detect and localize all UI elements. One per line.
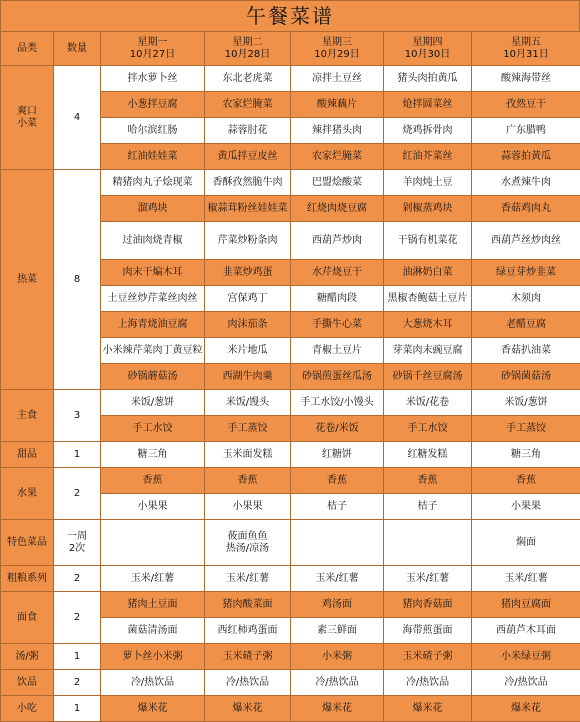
count-cell: 1 [54,442,101,468]
dish-cell: 米饭/葱饼 [101,390,205,416]
dish-cell: 红糖发糕 [384,442,472,468]
dish-cell: 莜面鱼鱼 热汤/凉汤 [205,520,291,566]
dish-cell: 韭菜炒鸡蛋 [205,260,291,286]
dish-cell: 手工蒸饺 [472,416,580,442]
day-header [384,32,472,66]
table-row [1,520,580,566]
dish-cell: 冷/热饮品 [384,670,472,696]
dish-cell: 桔子 [291,494,384,520]
dish-cell: 爆米花 [291,696,384,722]
dish-cell: 猪头肉拍黄瓜 [384,66,472,92]
dish-cell: 椒蒜茸粉丝娃娃菜 [205,196,291,222]
table-row [1,696,580,722]
dish-cell: 芽菜肉末豌豆腐 [384,338,472,364]
dish-cell: 拌水萝卜丝 [101,66,205,92]
day-name: 星期五 [472,37,580,49]
day-date: 10月29日 [291,49,383,61]
dish-cell: 红烧肉烧豆腐 [291,196,384,222]
dish-cell: 小果果 [101,494,205,520]
dish-cell: 爆米花 [101,696,205,722]
dish-cell: 油淋奶白菜 [384,260,472,286]
category-cell: 甜品 [1,442,54,468]
dish-cell: 香蕉 [384,468,472,494]
count-cell: 2 [54,566,101,592]
dish-cell: 猪肉香菇面 [384,592,472,618]
dish-cell: 酸辣海带丝 [472,66,580,92]
dish-cell: 冷/热饮品 [472,670,580,696]
dish-cell: 糖三角 [101,442,205,468]
dish-cell: 宫保鸡丁 [205,286,291,312]
day-name: 星期四 [384,37,471,49]
table-row [1,390,580,416]
dish-cell: 猪肉土豆面 [101,592,205,618]
dish-cell: 小果果 [472,494,580,520]
dish-cell [101,520,205,566]
dish-cell: 砂锅蘑菇汤 [101,364,205,390]
dish-cell: 冷/热饮品 [205,670,291,696]
dish-cell: 玉米/红薯 [291,566,384,592]
category-cell: 水果 [1,468,54,520]
day-header [291,32,384,66]
dish-cell: 芹菜炒粉条肉 [205,222,291,260]
day-name: 星期三 [291,37,383,49]
count-cell: 8 [54,170,101,390]
category-cell: 主食 [1,390,54,442]
dish-cell: 酸辣藕片 [291,92,384,118]
dish-cell: 土豆丝炒芹菜丝肉丝 [101,286,205,312]
day-date: 10月30日 [384,49,471,61]
header-row [1,32,580,66]
dish-cell: 手撕牛心菜 [291,312,384,338]
dish-cell: 糖醋肉段 [291,286,384,312]
dish-cell: 西葫芦炒肉 [291,222,384,260]
dish-cell: 爆米花 [205,696,291,722]
dish-cell: 香蕉 [472,468,580,494]
dish-cell: 肉末干煸木耳 [101,260,205,286]
category-header: 品类 [1,32,54,66]
dish-cell: 玉米碴子粥 [205,644,291,670]
dish-cell: 香菇扒油菜 [472,338,580,364]
table-row [1,170,580,196]
dish-cell: 糖三角 [472,442,580,468]
day-header [472,32,580,66]
dish-cell [384,520,472,566]
dish-cell: 红糖饼 [291,442,384,468]
dish-cell: 米片地瓜 [205,338,291,364]
dish-cell: 香酥孜然脆牛肉 [205,170,291,196]
dish-cell: 溜鸡块 [101,196,205,222]
dish-cell: 玉米/红薯 [384,566,472,592]
day-date: 10月28日 [205,49,290,61]
table-row [1,566,580,592]
dish-cell: 蒜蓉肘花 [205,118,291,144]
dish-cell: 肉沫茄条 [205,312,291,338]
dish-cell: 蒜蓉拍黄瓜 [472,144,580,170]
dish-cell: 小米辣芹菜肉丁黄豆粒 [101,338,205,364]
category-cell: 小吃 [1,696,54,722]
day-name: 星期二 [205,37,290,49]
dish-cell: 绿豆芽炒韭菜 [472,260,580,286]
dish-cell: 米饭/花卷 [384,390,472,416]
day-header [101,32,205,66]
dish-cell: 焖面 [472,520,580,566]
count-cell: 1 [54,696,101,722]
count-cell: 4 [54,66,101,170]
count-cell: 3 [54,390,101,442]
dish-cell: 冷/热饮品 [101,670,205,696]
category-cell: 特色菜品 [1,520,54,566]
day-header [205,32,291,66]
dish-cell: 大葱烧木耳 [384,312,472,338]
dish-cell: 东北老虎菜 [205,66,291,92]
dish-cell: 红油芥菜丝 [384,144,472,170]
dish-cell: 手工水饺 [384,416,472,442]
dish-cell: 小葱拌豆腐 [101,92,205,118]
dish-cell: 木须肉 [472,286,580,312]
dish-cell: 手工蒸饺 [205,416,291,442]
dish-cell: 桔子 [384,494,472,520]
dish-cell: 砂锅菌菇汤 [472,364,580,390]
dish-cell: 素三鲜面 [291,618,384,644]
dish-cell: 小米绿豆粥 [472,644,580,670]
dish-cell: 黄瓜拌豆皮丝 [205,144,291,170]
dish-cell: 小果果 [205,494,291,520]
dish-cell: 鸡汤面 [291,592,384,618]
dish-cell: 玉米/红薯 [101,566,205,592]
dish-cell: 干锅有机菜花 [384,222,472,260]
table-row [1,468,580,494]
menu-body [1,66,580,722]
dish-cell: 农家烂腌菜 [291,144,384,170]
dish-cell: 爆米花 [384,696,472,722]
count-cell: 1 [54,644,101,670]
dish-cell: 羊肉炖土豆 [384,170,472,196]
category-cell: 饮品 [1,670,54,696]
dish-cell: 小米粥 [291,644,384,670]
count-cell: 一周 2次 [54,520,101,566]
dish-cell: 香蕉 [101,468,205,494]
dish-cell: 手工水饺/小馒头 [291,390,384,416]
dish-cell: 爆米花 [472,696,580,722]
day-date: 10月27日 [101,49,204,61]
dish-cell: 手工水饺 [101,416,205,442]
dish-cell: 海带煎蛋面 [384,618,472,644]
dish-cell: 巴盟烩酸菜 [291,170,384,196]
dish-cell: 玉米/红薯 [472,566,580,592]
dish-cell: 花卷/米饭 [291,416,384,442]
dish-cell: 香菇鸡肉丸 [472,196,580,222]
category-cell: 面食 [1,592,54,644]
dish-cell: 砂锅千丝豆腐汤 [384,364,472,390]
dish-cell: 剁椒蒸鸡块 [384,196,472,222]
dish-cell: 上海青烧油豆腐 [101,312,205,338]
category-cell: 热菜 [1,170,54,390]
dish-cell: 孜然豆干 [472,92,580,118]
dish-cell: 冷/热饮品 [291,670,384,696]
dish-cell: 玉米/红薯 [205,566,291,592]
dish-cell: 米饭/馒头 [205,390,291,416]
category-cell: 粗粮系列 [1,566,54,592]
menu-table [0,31,580,722]
dish-cell: 老醋豆腐 [472,312,580,338]
dish-cell [291,520,384,566]
dish-cell: 红油娃娃菜 [101,144,205,170]
category-cell: 汤/粥 [1,644,54,670]
dish-cell: 西湖牛肉羹 [205,364,291,390]
table-row [1,644,580,670]
dish-cell: 精猪肉丸子烩现菜 [101,170,205,196]
dish-cell: 香蕉 [205,468,291,494]
dish-cell: 过油肉烧青椒 [101,222,205,260]
dish-cell: 菌菇清汤面 [101,618,205,644]
count-cell: 2 [54,468,101,520]
dish-cell: 香蕉 [291,468,384,494]
day-date: 10月31日 [472,49,580,61]
dish-cell: 玉米面发糕 [205,442,291,468]
table-row [1,592,580,618]
dish-cell: 烧鸡拆骨肉 [384,118,472,144]
table-row [1,66,580,92]
menu-title: 午餐菜谱 [0,0,580,31]
dish-cell: 农家烂腌菜 [205,92,291,118]
count-cell: 2 [54,670,101,696]
dish-cell: 西葫芦木耳面 [472,618,580,644]
dish-cell: 哈尔滨红肠 [101,118,205,144]
dish-cell: 凉拌土豆丝 [291,66,384,92]
dish-cell: 玉米碴子粥 [384,644,472,670]
dish-cell: 炝拌圆菜丝 [384,92,472,118]
category-cell: 爽口 小菜 [1,66,54,170]
dish-cell: 猪肉酸菜面 [205,592,291,618]
dish-cell: 猪肉豆腐面 [472,592,580,618]
dish-cell: 米饭/葱饼 [472,390,580,416]
dish-cell: 萝卜丝小米粥 [101,644,205,670]
table-row [1,442,580,468]
dish-cell: 砂锅煎蛋丝瓜汤 [291,364,384,390]
dish-cell: 水煮辣牛肉 [472,170,580,196]
count-header: 数量 [54,32,101,66]
dish-cell: 黑椒杏鲍菇土豆片 [384,286,472,312]
dish-cell: 辣拌猪头肉 [291,118,384,144]
dish-cell: 青椒土豆片 [291,338,384,364]
day-name: 星期一 [101,37,204,49]
dish-cell: 水芹烧豆干 [291,260,384,286]
count-cell: 2 [54,592,101,644]
dish-cell: 广东腊鸭 [472,118,580,144]
dish-cell: 西红柿鸡蛋面 [205,618,291,644]
dish-cell: 西葫芦丝炒肉丝 [472,222,580,260]
table-row [1,670,580,696]
